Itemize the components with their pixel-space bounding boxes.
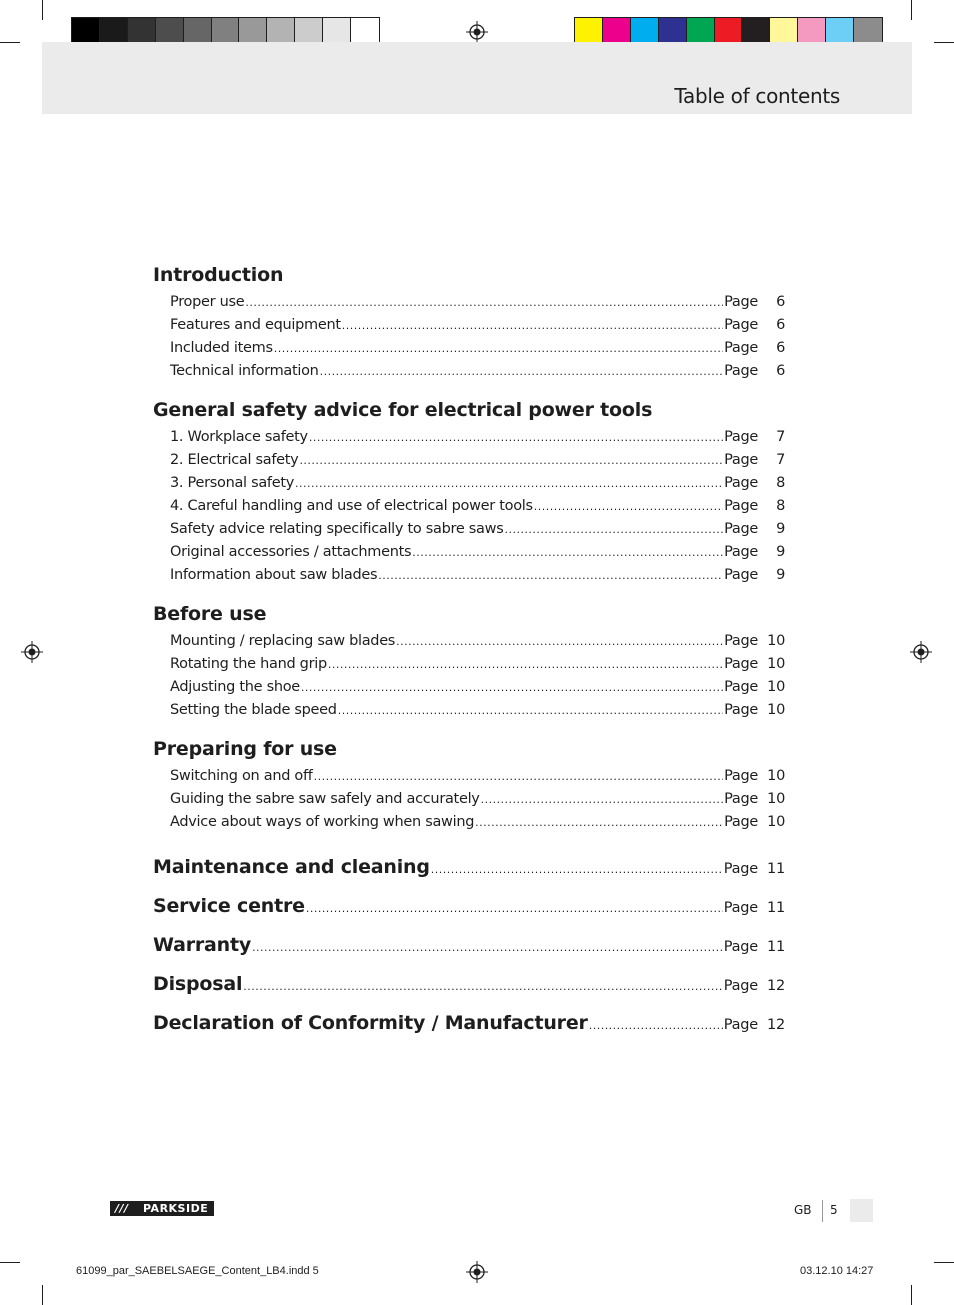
entry-label: 4. Careful handling and use of electrical power tools — [170, 498, 533, 514]
page-label: Page — [724, 294, 758, 310]
toc-section — [153, 262, 785, 383]
logo-slashes: /// — [115, 1202, 129, 1215]
entry-label: Mounting / replacing saw blades — [170, 633, 396, 649]
main-entry-label: Disposal — [153, 973, 243, 995]
page-label: Page — [723, 900, 758, 916]
page-label: Page — [724, 429, 758, 445]
entry-page-number: 9 — [776, 521, 785, 537]
page-label: Page — [723, 1017, 758, 1033]
toc-entry[interactable] — [153, 630, 785, 653]
dot-leader — [412, 541, 723, 564]
toc-entry[interactable] — [153, 788, 785, 811]
toc-main-entry[interactable] — [153, 1012, 785, 1034]
entry-page-number: 9 — [776, 567, 785, 583]
entry-page-number: 10 — [767, 633, 785, 649]
dot-leader — [475, 811, 723, 834]
footer-tab — [850, 1199, 873, 1222]
main-entry-page-number: 11 — [766, 939, 785, 955]
page-label: Page — [724, 363, 758, 379]
toc-entry[interactable] — [153, 564, 785, 587]
main-entry-label: Declaration of Conformity / Manufacturer — [153, 1012, 588, 1034]
crop-mark — [42, 1285, 43, 1305]
entry-page-number: 6 — [776, 294, 785, 310]
page-label: Page — [723, 978, 758, 994]
main-entry-page-number: 11 — [766, 900, 785, 916]
page-label: Page — [723, 861, 758, 877]
entry-label: 2. Electrical safety — [170, 452, 299, 468]
toc-entry[interactable] — [153, 314, 785, 337]
toc-entry[interactable] — [153, 518, 785, 541]
entry-page-number: 7 — [776, 452, 785, 468]
registration-mark-icon — [466, 21, 488, 43]
dot-leader — [274, 337, 723, 360]
page-label: Page — [724, 498, 758, 514]
crop-mark — [911, 0, 912, 20]
dot-leader — [338, 699, 723, 722]
dot-leader — [243, 975, 722, 994]
entry-page-number: 10 — [767, 656, 785, 672]
entry-label: Information about saw blades — [170, 567, 378, 583]
crop-mark — [0, 42, 20, 43]
section-title: Preparing for use — [153, 738, 337, 760]
crop-mark — [0, 1262, 20, 1263]
toc-entry[interactable] — [153, 426, 785, 449]
page-label: Page — [724, 567, 758, 583]
entry-page-number: 7 — [776, 429, 785, 445]
toc-entry[interactable] — [153, 449, 785, 472]
entry-page-number: 10 — [767, 768, 785, 784]
entry-label: Original accessories / attachments — [170, 544, 412, 560]
entry-page-number: 8 — [776, 475, 785, 491]
page-label: Page — [724, 768, 758, 784]
page-label: Page — [724, 814, 758, 830]
toc-entry[interactable] — [153, 360, 785, 383]
toc-entry[interactable] — [153, 472, 785, 495]
dot-leader — [245, 291, 723, 314]
entry-label: Included items — [170, 340, 273, 356]
table-of-contents — [153, 262, 785, 1051]
page-label: Page — [724, 544, 758, 560]
entry-label: Safety advice relating specifically to sabre saws — [170, 521, 504, 537]
footer-divider — [822, 1200, 823, 1222]
section-title: Introduction — [153, 264, 284, 286]
dot-leader — [589, 1014, 723, 1033]
dot-leader — [342, 314, 723, 337]
entry-label: Technical information — [170, 363, 319, 379]
entry-label: Guiding the sabre saw safely and accurately — [170, 791, 480, 807]
dot-leader — [320, 360, 724, 383]
logo-text: PARKSIDE — [143, 1202, 209, 1215]
entry-label: Adjusting the shoe — [170, 679, 300, 695]
dot-leader — [301, 676, 723, 699]
entry-page-number: 10 — [767, 702, 785, 718]
toc-entry[interactable] — [153, 495, 785, 518]
page-label: Page — [724, 475, 758, 491]
toc-section — [153, 397, 785, 587]
section-title: General safety advice for electrical power tools — [153, 399, 653, 421]
toc-main-entry[interactable] — [153, 973, 785, 995]
page-label: Page — [724, 521, 758, 537]
toc-entry[interactable] — [153, 541, 785, 564]
entry-page-number: 6 — [776, 317, 785, 333]
page-label: Page — [724, 317, 758, 333]
slug-filename: 61099_par_SAEBELSAEGE_Content_LB4.indd 5 — [76, 1265, 319, 1277]
section-title: Before use — [153, 603, 267, 625]
entry-label: Advice about ways of working when sawing — [170, 814, 475, 830]
entry-page-number: 6 — [776, 363, 785, 379]
registration-mark-icon — [910, 641, 932, 663]
toc-entry[interactable] — [153, 676, 785, 699]
entry-label: Setting the blade speed — [170, 702, 337, 718]
entry-page-number: 9 — [776, 544, 785, 560]
crop-mark — [934, 42, 954, 43]
toc-entry[interactable] — [153, 811, 785, 834]
page-label: Page — [724, 791, 758, 807]
toc-entry[interactable] — [153, 765, 785, 788]
toc-section — [153, 736, 785, 834]
toc-main-entry[interactable] — [153, 934, 785, 956]
parkside-logo — [110, 1201, 214, 1216]
toc-entry[interactable] — [153, 291, 785, 314]
main-entry-page-number: 12 — [766, 1017, 785, 1033]
toc-entry[interactable] — [153, 653, 785, 676]
page-label: Page — [724, 452, 758, 468]
crop-mark — [934, 1262, 954, 1263]
dot-leader — [252, 936, 723, 955]
page-title: Table of contents — [674, 84, 840, 108]
page-label: Page — [724, 633, 758, 649]
toc-main-entry[interactable] — [153, 856, 785, 878]
toc-entry[interactable] — [153, 337, 785, 360]
entry-page-number: 10 — [767, 679, 785, 695]
page-number: 5 — [830, 1203, 838, 1217]
entry-label: Switching on and off — [170, 768, 313, 784]
page-label: Page — [724, 702, 758, 718]
slug-date: 03.12.10 14:27 — [800, 1265, 874, 1277]
language-code: GB — [794, 1203, 812, 1217]
entry-page-number: 8 — [776, 498, 785, 514]
page-label: Page — [724, 656, 758, 672]
page-label: Page — [723, 939, 758, 955]
page-label: Page — [724, 340, 758, 356]
dot-leader — [328, 653, 723, 676]
crop-mark — [42, 0, 43, 20]
entry-page-number: 10 — [767, 791, 785, 807]
dot-leader — [314, 765, 723, 788]
dot-leader — [534, 495, 723, 518]
page-label: Page — [724, 679, 758, 695]
main-entry-page-number: 11 — [766, 861, 785, 877]
entry-label: 3. Personal safety — [170, 475, 295, 491]
dot-leader — [504, 518, 723, 541]
entry-page-number: 10 — [767, 814, 785, 830]
main-entry-page-number: 12 — [766, 978, 785, 994]
dot-leader — [295, 472, 723, 495]
main-entry-label: Warranty — [153, 934, 252, 956]
entry-label: Features and equipment — [170, 317, 341, 333]
dot-leader — [431, 858, 723, 877]
dot-leader — [299, 449, 723, 472]
crop-mark — [911, 1285, 912, 1305]
toc-main-entry[interactable] — [153, 895, 785, 917]
toc-section — [153, 601, 785, 722]
registration-mark-icon — [466, 1261, 488, 1283]
dot-leader — [306, 897, 723, 916]
dot-leader — [396, 630, 723, 653]
main-entry-label: Service centre — [153, 895, 305, 917]
toc-entry[interactable] — [153, 699, 785, 722]
registration-mark-icon — [21, 641, 43, 663]
dot-leader — [481, 788, 724, 811]
entry-label: 1. Workplace safety — [170, 429, 308, 445]
entry-label: Proper use — [170, 294, 245, 310]
dot-leader — [309, 426, 723, 449]
entry-page-number: 6 — [776, 340, 785, 356]
main-entry-label: Maintenance and cleaning — [153, 856, 430, 878]
dot-leader — [378, 564, 723, 587]
entry-label: Rotating the hand grip — [170, 656, 327, 672]
